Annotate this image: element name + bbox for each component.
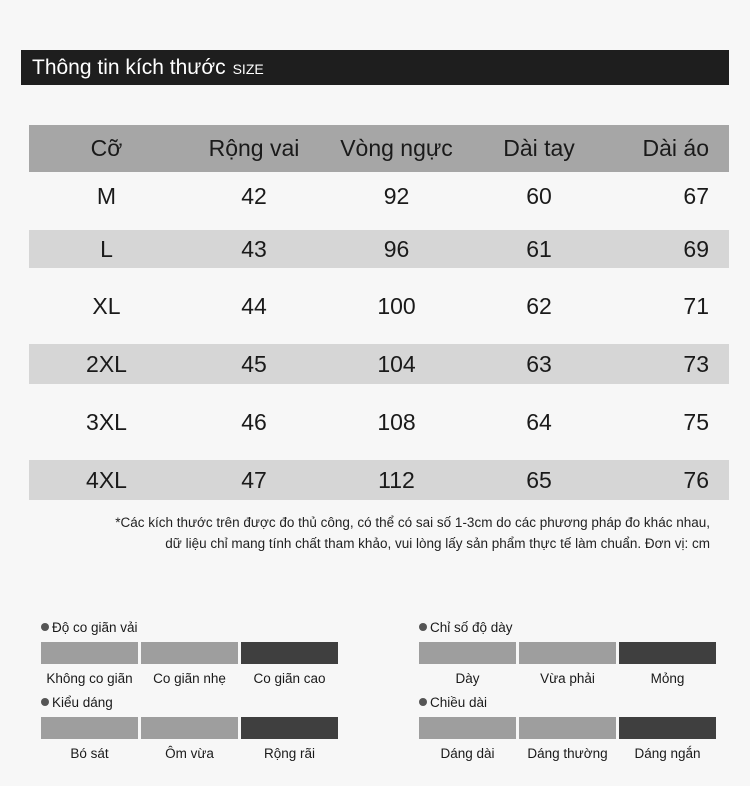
stretch-options	[41, 671, 338, 686]
stretch-option: Co giãn nhẹ	[153, 671, 226, 686]
thickness-group	[419, 618, 716, 686]
header-chest: Vòng ngực	[340, 135, 453, 161]
table-row	[29, 344, 729, 384]
fit-segment-3-selected	[241, 717, 338, 739]
table-cell: M	[96, 182, 117, 209]
bullet-icon	[41, 698, 49, 706]
table-cell: 65	[526, 466, 552, 493]
bullet-icon	[41, 623, 49, 631]
bullet-icon	[419, 623, 427, 631]
table-cell: XL	[92, 292, 121, 319]
length-scale	[419, 717, 716, 739]
thickness-segment-1	[419, 642, 516, 664]
table-cell: 43	[241, 235, 267, 262]
measurement-note	[40, 512, 710, 554]
page-subtitle: SIZE	[232, 61, 264, 77]
table-cell: 108	[377, 408, 416, 435]
length-options	[419, 746, 716, 761]
table-cell: L	[100, 235, 113, 262]
table-cell: 47	[241, 466, 267, 493]
table-cell: 4XL	[86, 466, 127, 493]
header-size: Cỡ	[90, 135, 123, 161]
thickness-label-row	[419, 618, 716, 636]
table-cell: 60	[526, 182, 552, 209]
thickness-scale	[419, 642, 716, 664]
fit-label: Kiểu dáng	[52, 694, 113, 710]
table-row	[29, 268, 729, 344]
length-option: Dáng ngắn	[634, 746, 701, 761]
table-cell: 45	[241, 350, 267, 377]
title-bar	[21, 50, 729, 85]
thickness-segment-2	[519, 642, 616, 664]
length-group	[419, 693, 716, 761]
fit-option: Ôm vừa	[165, 746, 214, 761]
table-cell: 76	[683, 466, 709, 493]
table-row	[29, 460, 729, 500]
table-row	[29, 230, 729, 268]
fit-segment-2	[141, 717, 238, 739]
table-cell: 69	[683, 235, 709, 262]
fit-label-row	[41, 693, 338, 711]
note-line-1: *Các kích thước trên được đo thủ công, có thể có sai số 1-3cm do các phương pháp đo khác nhau,	[115, 515, 710, 530]
length-label: Chiều dài	[430, 694, 488, 710]
stretch-scale	[41, 642, 338, 664]
thickness-option: Mỏng	[650, 671, 685, 686]
table-row	[29, 384, 729, 460]
table-cell: 96	[383, 235, 410, 262]
table-cell: 3XL	[86, 408, 127, 435]
fit-option: Rộng rãi	[263, 746, 316, 761]
thickness-options	[419, 671, 716, 686]
stretch-option: Co giãn cao	[253, 671, 326, 686]
note-line-2: dữ liệu chỉ mang tính chất tham khảo, vui lòng lấy sản phẩm thực tế làm chuẩn. Đơn vị: cm	[165, 536, 710, 551]
fit-group	[41, 693, 338, 761]
table-row	[29, 172, 729, 220]
table-cell: 67	[683, 182, 709, 209]
table-cell: 46	[241, 408, 267, 435]
stretch-segment-3-selected	[241, 642, 338, 664]
length-option: Dáng dài	[440, 746, 495, 761]
table-cell: 63	[526, 350, 552, 377]
table-cell: 42	[241, 182, 267, 209]
thickness-label: Chỉ số độ dày	[430, 619, 513, 635]
table-cell: 100	[377, 292, 416, 319]
bullet-icon	[419, 698, 427, 706]
table-cell: 44	[241, 292, 267, 319]
table-cell: 75	[683, 408, 709, 435]
fit-scale	[41, 717, 338, 739]
table-cell: 112	[378, 466, 415, 493]
stretch-group	[41, 618, 338, 686]
length-option: Dáng thường	[527, 746, 608, 761]
thickness-segment-3-selected	[619, 642, 716, 664]
length-segment-3-selected	[619, 717, 716, 739]
table-cell: 92	[383, 182, 410, 209]
fit-segment-1	[41, 717, 138, 739]
table-cell: 2XL	[86, 350, 127, 377]
table-cell: 64	[526, 408, 552, 435]
table-cell: 61	[526, 235, 552, 262]
table-cell: 104	[377, 350, 416, 377]
stretch-segment-1	[41, 642, 138, 664]
header-length: Dài áo	[642, 135, 709, 161]
stretch-label: Độ co giãn vải	[52, 619, 138, 635]
page-title: Thông tin kích thước	[32, 56, 226, 79]
length-segment-1	[419, 717, 516, 739]
header-sleeve: Dài tay	[503, 135, 575, 161]
table-cell: 73	[683, 350, 709, 377]
table-cell: 62	[526, 292, 552, 319]
stretch-option: Không co giãn	[46, 671, 133, 686]
stretch-segment-2	[141, 642, 238, 664]
size-table	[29, 125, 729, 500]
thickness-option: Vừa phải	[540, 671, 595, 686]
length-segment-2	[519, 717, 616, 739]
length-label-row	[419, 693, 716, 711]
fit-option: Bó sát	[70, 746, 109, 761]
table-cell: 71	[683, 292, 709, 319]
stretch-label-row	[41, 618, 338, 636]
thickness-option: Dày	[455, 671, 480, 686]
table-header-row	[29, 125, 729, 172]
fit-options	[41, 746, 338, 761]
header-shoulder: Rộng vai	[208, 135, 300, 161]
